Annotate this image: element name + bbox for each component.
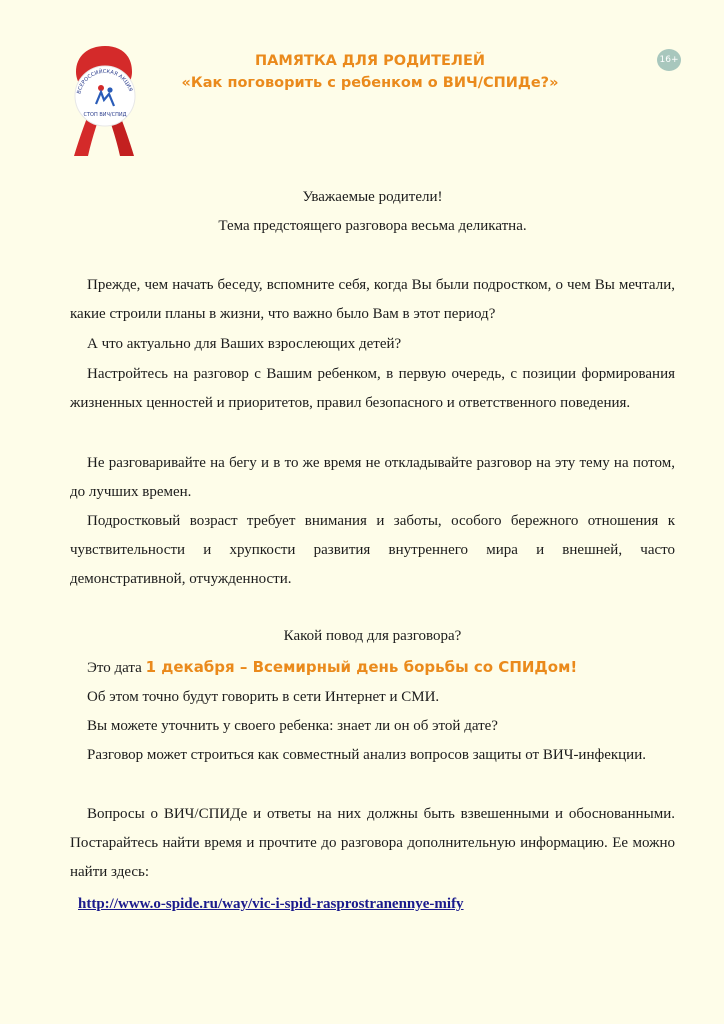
- emblem-person-head-blue: [107, 87, 112, 92]
- occasion-paragraph-3: Разговор может строиться как совместный анализ вопросов защиты от ВИЧ-инфекции.: [87, 747, 646, 763]
- occasion-paragraph-1: Об этом точно будут говорить в сети Интернет и СМИ.: [87, 689, 440, 705]
- paragraph-3: Настройтесь на разговор с Вашим ребенком, в первую очередь, с позиции формирования жизненных ценностей и приоритетов, правил безопасного и ответственного поведения.: [70, 366, 675, 411]
- emblem-arc-text: ВСЕРОССИЙСКАЯ АКЦИЯ: [76, 68, 134, 95]
- info-link[interactable]: http://www.o-spide.ru/way/vic-i-spid-rasprostranennye-mify: [78, 896, 464, 912]
- date-prefix: Это дата: [87, 660, 146, 676]
- emblem-bottom-text: СТОП ВИЧ/СПИД: [83, 112, 127, 118]
- paragraph-1: Прежде, чем начать беседу, вспомните себя, когда Вы были подростком, о чем Вы мечтали, какие строили планы в жизни, что важно было Вам в этот период?: [70, 277, 675, 322]
- paragraph-5: Подростковый возраст требует внимания и заботы, особого бережного отношения к чувствительности и хрупкости развития внутреннего мира и внешней, часто демонстративной, отчужденности.: [70, 513, 675, 587]
- occasion-paragraph-2: Вы можете уточнить у своего ребенка: знает ли он об этой дате?: [87, 718, 498, 734]
- paragraph-2: А что актуально для Ваших взрослеющих детей?: [87, 336, 402, 352]
- red-ribbon-logo: [66, 44, 144, 160]
- greeting: Уважаемые родители!: [302, 189, 443, 205]
- title-line-1: ПАМЯТКА ДЛЯ РОДИТЕЛЕЙ: [254, 53, 486, 69]
- document-header: [150, 50, 590, 94]
- age-rating-badge: 16+: [657, 49, 681, 71]
- title-line-2: «Как поговорить с ребенком о ВИЧ/СПИДе?»: [181, 75, 559, 91]
- occasion-heading: Какой повод для разговора?: [283, 628, 462, 644]
- occasion-date-line: [87, 653, 677, 683]
- date-highlight: 1 декабря – Всемирный день борьбы со СПИДом!: [145, 658, 578, 676]
- paragraph-4: Не разговаривайте на бегу и в то же время не откладывайте разговор на эту тему на потом, до лучших времен.: [70, 455, 675, 500]
- occasion-paragraph-4: Вопросы о ВИЧ/СПИДе и ответы на них должны быть взвешенными и обоснованными. Постарайтесь найти время и прочтите до разговора дополнительную информацию. Ее можно найти здесь:: [70, 806, 675, 880]
- subtitle: Тема предстоящего разговора весьма деликатна.: [218, 218, 527, 234]
